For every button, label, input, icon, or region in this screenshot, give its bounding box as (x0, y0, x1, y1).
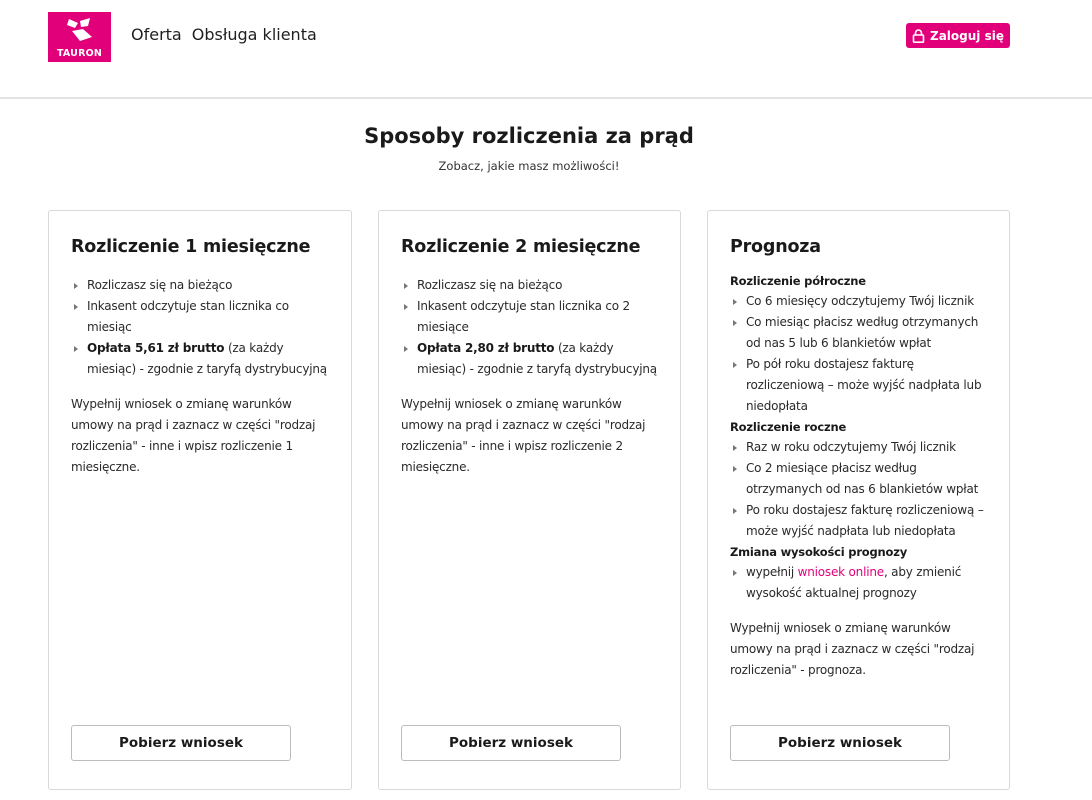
card-forecast-billing (707, 210, 1010, 790)
list-item (730, 562, 991, 604)
tauron-logo[interactable] (48, 12, 111, 62)
card-bimonthly-billing (378, 210, 681, 790)
card-description: Wypełnij wniosek o zmianę warunków umowy na prąd i zaznacz w części "rodzaj rozliczenia" - inne i wpisz rozliczenie 1 miesięczne. (71, 397, 316, 474)
section-heading-forecast-change: Zmiana wysokości prognozy (730, 545, 908, 559)
list-item: Po roku dostajesz fakturę rozliczeniową – może wyjść nadpłata lub niedopłata (730, 500, 991, 542)
fee-note: (za każdy miesiąc) - zgodnie z taryfą dystrybucyjną (87, 341, 327, 376)
change-text-pre: wypełnij (746, 565, 798, 579)
login-button[interactable] (906, 23, 1010, 48)
list-item: Co miesiąc płacisz według otrzymanych od nas 5 lub 6 blankietów wpłat (730, 312, 991, 354)
list-item (71, 338, 333, 380)
card-description: Wypełnij wniosek o zmianę warunków umowy na prąd i zaznacz w części "rodzaj rozliczenia" - inne i wpisz rozliczenie 2 miesięczne. (401, 397, 646, 474)
section-heading-yearly: Rozliczenie roczne (730, 420, 847, 434)
fee-amount: Opłata 2,80 zł brutto (417, 341, 555, 355)
list-item: Rozliczasz się na bieżąco (401, 275, 662, 296)
section-heading-half-year: Rozliczenie półroczne (730, 274, 866, 288)
list-item: Co 2 miesiące płacisz według otrzymanych od nas 6 blankietów wpłat (730, 458, 991, 500)
list-item: Po pół roku dostajesz fakturę rozliczeniową – może wyjść nadpłata lub niedopłata (730, 354, 991, 417)
download-form-button[interactable]: Pobierz wniosek (730, 725, 950, 761)
page-title: Sposoby rozliczenia za prąd (364, 124, 694, 148)
fee-note: (za każdy miesiąc) - zgodnie z taryfą dystrybucyjną (417, 341, 657, 376)
page-subtitle: Zobacz, jakie masz możliwości! (438, 159, 620, 173)
online-form-link[interactable]: wniosek online (797, 565, 884, 579)
card-monthly-billing (48, 210, 352, 790)
card-title: Prognoza (730, 237, 821, 257)
download-form-button[interactable]: Pobierz wniosek (401, 725, 621, 761)
download-form-button[interactable]: Pobierz wniosek (71, 725, 291, 761)
nav-item-oferta[interactable]: Oferta (131, 25, 182, 44)
bullet-list (71, 275, 333, 380)
fee-amount: Opłata 5,61 zł brutto (87, 341, 225, 355)
list-item: Co 6 miesięcy odczytujemy Twój licznik (730, 291, 991, 312)
site-header (0, 0, 1092, 99)
tauron-logo-icon (66, 17, 93, 43)
bullet-list (730, 562, 991, 604)
logo-text: TAURON (56, 48, 103, 59)
card-title: Rozliczenie 2 miesięczne (401, 237, 641, 257)
change-text-post: , aby zmienić wysokość aktualnej prognozy (746, 565, 962, 600)
card-title: Rozliczenie 1 miesięczne (71, 237, 311, 257)
list-item: Raz w roku odczytujemy Twój licznik (730, 437, 991, 458)
bullet-list (730, 291, 991, 417)
lock-icon (912, 29, 925, 43)
nav-item-obsluga-klienta[interactable]: Obsługa klienta (191, 25, 317, 44)
main-nav (131, 25, 317, 44)
list-item (401, 338, 662, 380)
card-description: Wypełnij wniosek o zmianę warunków umowy na prąd i zaznacz w części "rodzaj rozliczenia" - prognoza. (730, 621, 975, 677)
login-label: Zaloguj się (930, 28, 1004, 43)
list-item: Rozliczasz się na bieżąco (71, 275, 333, 296)
list-item: Inkasent odczytuje stan licznika co 2 miesiące (401, 296, 662, 338)
bullet-list (730, 437, 991, 542)
list-item: Inkasent odczytuje stan licznika co miesiąc (71, 296, 333, 338)
bullet-list (401, 275, 662, 380)
